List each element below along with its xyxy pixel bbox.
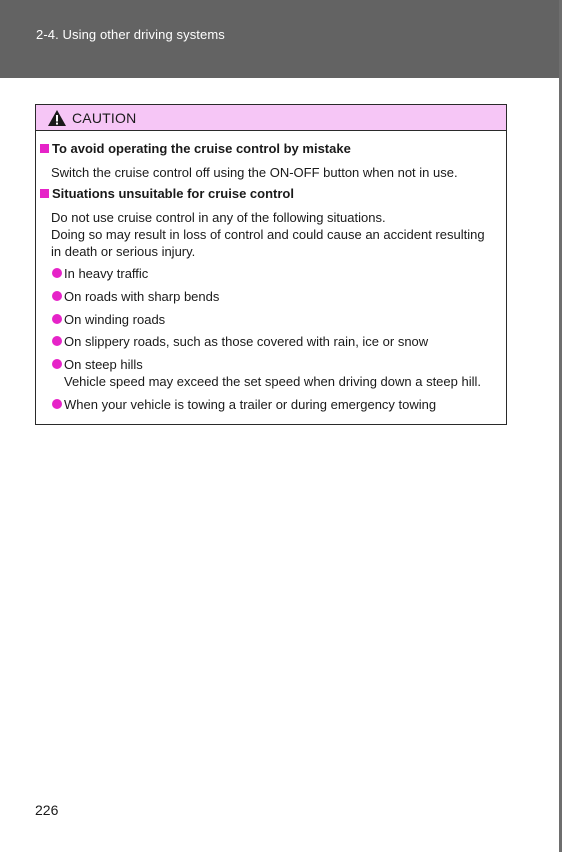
list-item-text: In heavy traffic — [64, 266, 149, 281]
square-bullet-icon — [40, 189, 49, 198]
dot-bullet-icon — [52, 291, 62, 301]
intro-line-1: Do not use cruise control in any of the following situations. — [51, 210, 386, 225]
list-item — [52, 333, 428, 350]
section-heading-text: Situations unsuitable for cruise control — [52, 186, 294, 201]
page-number: 226 — [35, 802, 59, 818]
list-item — [52, 311, 165, 328]
section-text-mistake: Switch the cruise control off using the ON-OFF button when not in use. — [51, 165, 458, 180]
caution-header — [36, 105, 506, 131]
section-heading-unsuitable — [40, 186, 294, 201]
dot-bullet-icon — [52, 399, 62, 409]
dot-bullet-icon — [52, 268, 62, 278]
list-item-text: On slippery roads, such as those covered with rain, ice or snow — [64, 334, 429, 349]
section-title: 2-4. Using other driving systems — [36, 27, 225, 42]
list-item — [52, 396, 436, 413]
caution-box — [35, 104, 507, 425]
list-item — [52, 356, 481, 390]
header-band — [0, 0, 559, 78]
list-item-text: On roads with sharp bends — [64, 289, 220, 304]
list-item-text: When your vehicle is towing a trailer or during emergency towing — [64, 397, 437, 412]
list-item-text: On steep hills — [64, 357, 143, 372]
list-item — [52, 288, 219, 305]
list-item-text-block — [64, 356, 481, 390]
list-item-note: Vehicle speed may exceed the set speed when driving down a steep hill. — [64, 374, 481, 389]
section-heading-text: To avoid operating the cruise control by mistake — [52, 141, 351, 156]
dot-bullet-icon — [52, 314, 62, 324]
intro-line-2: Doing so may result in loss of control and could cause an accident resulting — [51, 227, 485, 242]
list-item — [52, 265, 148, 282]
square-bullet-icon — [40, 144, 49, 153]
section-heading-mistake — [40, 141, 351, 156]
intro-line-3: in death or serious injury. — [51, 244, 196, 259]
dot-bullet-icon — [52, 336, 62, 346]
warning-triangle-icon — [47, 109, 67, 127]
caution-label: CAUTION — [72, 109, 137, 126]
dot-bullet-icon — [52, 359, 62, 369]
list-item-text: On winding roads — [64, 312, 166, 327]
